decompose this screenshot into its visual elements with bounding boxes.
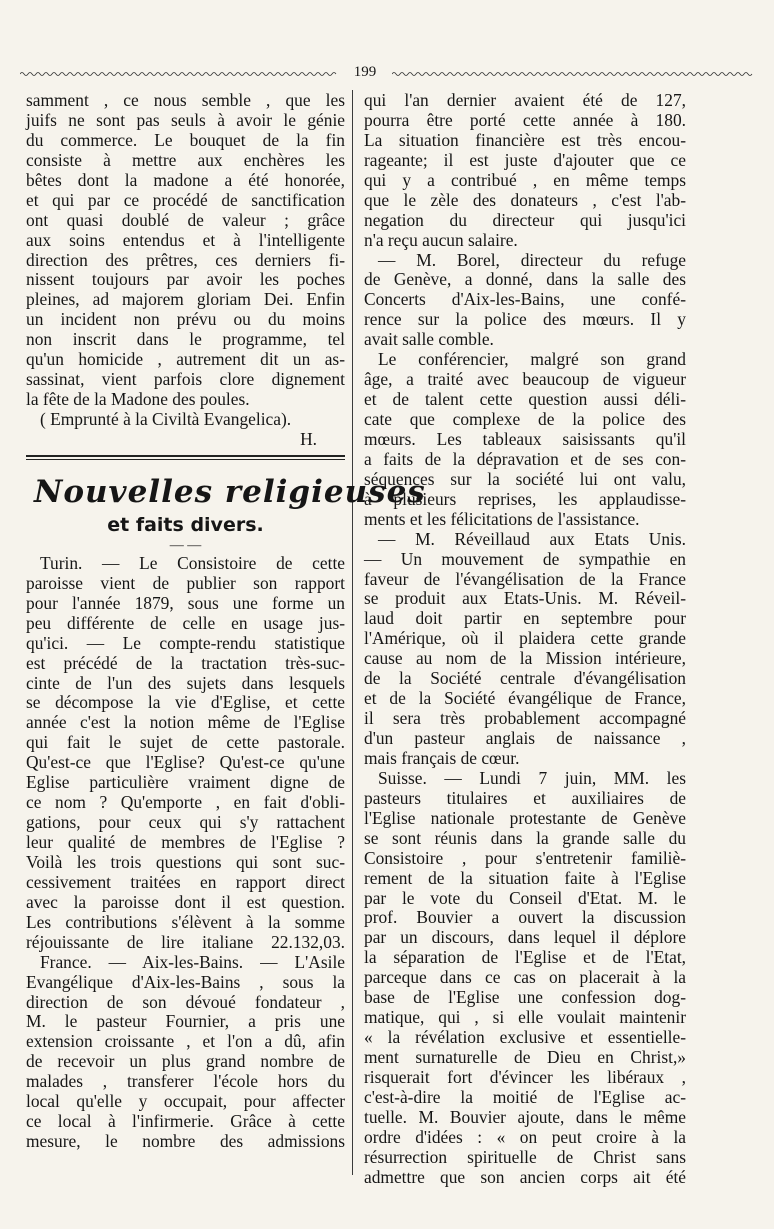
text-line: pleines, ad majorem gloriam Dei. Enfin [26, 289, 345, 310]
text-line: un incident non prévu ou du moins [26, 309, 345, 330]
text-line: malades , transferer l'école hors du [26, 1071, 345, 1092]
text-line: Evangélique d'Aix-les-Bains , sous la [26, 971, 345, 992]
text-line: ont quasi doublé de valeur ; grâce [26, 209, 345, 230]
text-line: pour l'année 1879, sous une forme un [26, 592, 345, 613]
text-line: base de l'Eglise une confession dog- [364, 987, 686, 1008]
page-header [20, 62, 754, 82]
text-line: Consistoire , pour s'entretenir familiè- [364, 847, 686, 868]
text-line: est précédé de la tractation très-suc- [26, 652, 345, 673]
text-line: samment , ce nous semble , que les [26, 90, 345, 110]
text-line: local qu'elle y occupait, pour affecter [26, 1091, 345, 1112]
text-line: direction des prêtres, ces derniers fi- [26, 249, 345, 270]
text-line: non inscrit dans le programme, tel [26, 329, 345, 350]
section-dash: — — [169, 537, 202, 553]
text-line: laud doit partir en septembre pour [364, 608, 686, 629]
text-line: de recevoir un plus grand nombre de [26, 1051, 345, 1072]
text-line: rence sur la police des mœurs. Il y [364, 309, 686, 330]
text-line: la séparation de l'Eglise et de l'Etat, [364, 947, 686, 968]
text-line: qui fait le sujet de cette pastorale. [26, 732, 345, 753]
text-line: Le conférencier, malgré son grand [378, 349, 686, 370]
text-line: a faits de la dépravation et de ses con- [364, 448, 686, 469]
text-line: qu'un homicide , autrement dit un as- [26, 349, 345, 370]
text-line: l'Amérique, où il plaidera cette grande [364, 628, 686, 649]
text-line: La situation financière est très encou- [364, 129, 686, 150]
text-line: paroisse vient de publier son rapport [26, 572, 345, 593]
section-separator [26, 450, 345, 466]
left-column [26, 90, 426, 1152]
text-line: mesure, le nombre des admissions [26, 1131, 345, 1152]
text-line: consiste à mettre aux enchères les [26, 149, 345, 170]
text-line: Voilà les trois questions qui sont suc- [26, 851, 345, 872]
text-line: Qu'est-ce que l'Eglise? Qu'est-ce qu'une [26, 752, 345, 773]
text-line: M. le pasteur Fournier, a pris une [26, 1011, 345, 1032]
text-line: par un discours, dans lequel il déplore [364, 927, 686, 948]
section-subtitle: et faits divers. [107, 513, 264, 536]
text-line: il sera très probablement accompagné [364, 708, 686, 729]
text-line: ce nom ? Qu'emporte , en fait d'obli- [26, 792, 345, 813]
text-line: de Genève, a donné, dans la salle des [364, 269, 686, 290]
text-line: juifs ne sont pas seuls à avoir le génie [26, 109, 345, 130]
text-line: Turin. — Le Consistoire de cette [40, 552, 345, 573]
text-line: cate que complexe de la police des [364, 409, 686, 429]
text-line: avec la paroisse dont il est question. [26, 891, 345, 912]
text-line: — M. Borel, directeur du refuge [378, 249, 686, 270]
text-line: peu différente de celle en usage jus- [26, 612, 345, 633]
text-line: mais français de cœur. [364, 747, 520, 768]
text-line: ments et les félicitations de l'assistance. [364, 508, 640, 529]
text-line: et de la Société évangélique de France, [364, 688, 686, 709]
text-line: nissent toujours par avoir les poches [26, 269, 345, 290]
text-line: mœurs. Les tableaux saisissants qu'il [364, 428, 686, 449]
text-line: France. — Aix-les-Bains. — L'Asile [40, 951, 345, 972]
article-continuation [26, 91, 345, 450]
text-line: avait salle comble. [364, 329, 494, 350]
text-line: ordre d'idées : « on peut croire à la [364, 1126, 686, 1147]
text-line: cinte de l'un des sujets dans lesquels [26, 672, 345, 693]
text-line: — M. Réveillaud aux Etats Unis. [378, 528, 686, 549]
text-line: matique, qui , si elle voulait maintenir [364, 1007, 686, 1028]
text-line: ce local à l'infirmerie. Grâce à cette [26, 1111, 345, 1132]
text-line: faveur de l'évangélisation de la France [364, 568, 686, 589]
text-line: âge, a traité avec beaucoup de vigueur [364, 369, 686, 390]
text-line: se sont réunis dans la grande salle du [364, 827, 686, 848]
text-line: résurrection spirituelle de Christ sans [364, 1146, 686, 1167]
text-line: prof. Bouvier a ouvert la discussion [364, 907, 686, 928]
wavy-rule-right [392, 71, 754, 77]
text-line: n'a reçu aucun salaire. [364, 229, 518, 250]
text-line: que le zèle des donateurs , c'est l'ab- [364, 189, 686, 210]
text-line: et de talent cette question aussi déli- [364, 389, 686, 410]
text-line: cause au nom de la Mission intérieure, [364, 648, 686, 669]
author-signature: H. [300, 428, 317, 449]
text-line: rageante; il est juste d'ajouter que ce [364, 149, 686, 170]
text-line: direction de son dévoué fondateur , [26, 991, 345, 1012]
text-line: la fête de la Madone des poules. [26, 389, 250, 410]
text-line: c'est-à-dire la moitié de l'Eglise ac- [364, 1086, 686, 1107]
text-line: du commerce. Le bouquet de la fin [26, 129, 345, 150]
text-line: sassinat, vient parfois clore dignement [26, 369, 345, 390]
wavy-rule-left [20, 71, 338, 77]
text-line: « la révélation exclusive et essentielle- [364, 1027, 686, 1048]
text-line: par le vote du Conseil d'Etat. M. le [364, 887, 686, 908]
text-line: — Un mouvement de sympathie en [364, 548, 686, 569]
text-line: à plusieurs reprises, les applaudisse- [364, 488, 686, 509]
text-line: réjouissante de lire italiane 22.132,03. [26, 931, 345, 952]
text-line: parceque dans ce cas on placerait à la [364, 967, 686, 988]
text-line: leur qualité de membres de l'Eglise ? [26, 832, 345, 852]
text-line: Eglise particulière vraiment digne de [26, 772, 345, 793]
text-line: qui y a contribué , en même temps [364, 169, 686, 190]
text-line: qui l'an dernier avaient été de 127, [364, 90, 686, 110]
text-line: se produit aux Etats-Unis. M. Réveil- [364, 588, 686, 609]
text-line: pourra être porté cette année à 180. [364, 109, 686, 130]
text-line: admettre que son ancien corps ait été [364, 1166, 686, 1187]
text-line: Concerts d'Aix-les-Bains, une confé- [364, 289, 686, 310]
text-line: gations, pour ceux qui s'y rattachent [26, 812, 345, 833]
text-line: bêtes dont la madone a été honorée, [26, 169, 345, 190]
text-line: tuelle. M. Bouvier ajoute, dans le même [364, 1106, 686, 1127]
text-line: et qui par ce procédé de sanctification [26, 189, 345, 210]
news-items [26, 554, 345, 1152]
text-line: extension croissante , et l'on a dû, afin [26, 1031, 345, 1052]
text-line: ment surnaturelle de Dieu en Christ,» [364, 1047, 686, 1067]
text-line: rement de la situation faite à l'Eglise [364, 867, 686, 888]
text-line: qu'ici. — Le compte-rendu statistique [26, 632, 345, 653]
text-line: cessivement traitées en rapport direct [26, 871, 345, 892]
section-title: Nouvelles religieuses [34, 473, 426, 510]
right-column [364, 91, 686, 1188]
text-line: l'Eglise nationale protestante de Genève [364, 807, 686, 828]
text-line: de la Société centrale d'évangélisation [364, 668, 686, 689]
text-line: année c'est la notion même de l'Eglise [26, 712, 345, 733]
source-citation: ( Emprunté à la Civiltà Evangelica). [40, 409, 292, 429]
text-line: séquences sur la société lui ont valu, [364, 468, 686, 489]
text-line: d'un pasteur anglais de naissance , [364, 728, 686, 748]
text-line: risquerait fort d'évincer les libéraux , [364, 1066, 686, 1087]
text-line: aux soins entendus et à l'intelligente [26, 229, 345, 250]
text-line: Les contributions s'élèvent à la somme [26, 911, 345, 932]
text-line: Suisse. — Lundi 7 juin, MM. les [378, 767, 686, 788]
text-line: se décompose la vie d'Eglise, et cette [26, 692, 345, 713]
column-divider [352, 90, 353, 1175]
text-line: negation du directeur qui jusqu'ici [364, 209, 686, 230]
text-line: pasteurs titulaires et auxiliaires de [364, 787, 686, 808]
page-number: 199 [353, 64, 377, 80]
